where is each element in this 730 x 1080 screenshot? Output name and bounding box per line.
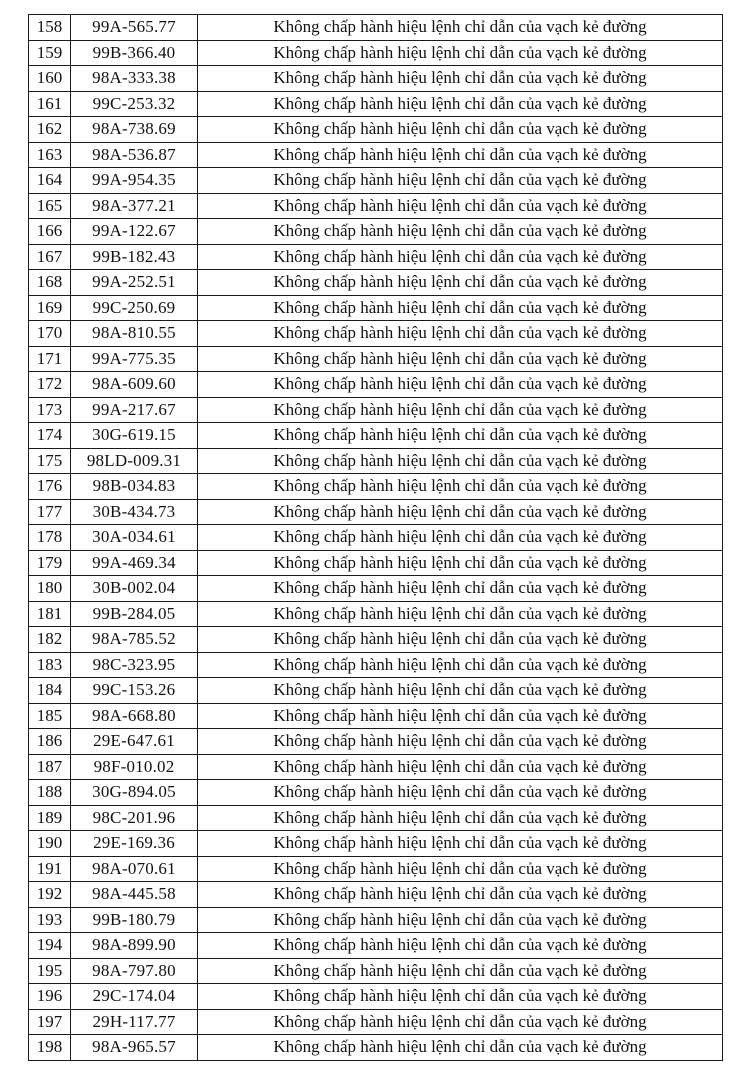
row-number-cell: 191 (29, 856, 71, 882)
row-number-cell: 194 (29, 933, 71, 959)
license-plate-cell: 98F-010.02 (71, 754, 198, 780)
violation-description-cell: Không chấp hành hiệu lệnh chỉ dẫn của vạch kẻ đường (198, 321, 723, 347)
violation-description-cell: Không chấp hành hiệu lệnh chỉ dẫn của vạch kẻ đường (198, 168, 723, 194)
row-number-cell: 169 (29, 295, 71, 321)
violation-description-cell: Không chấp hành hiệu lệnh chỉ dẫn của vạch kẻ đường (198, 423, 723, 449)
violation-description-cell: Không chấp hành hiệu lệnh chỉ dẫn của vạch kẻ đường (198, 219, 723, 245)
license-plate-cell: 98A-536.87 (71, 142, 198, 168)
row-number-cell: 173 (29, 397, 71, 423)
license-plate-cell: 29C-174.04 (71, 984, 198, 1010)
table-row (29, 499, 723, 525)
table-row (29, 91, 723, 117)
violation-description-cell: Không chấp hành hiệu lệnh chỉ dẫn của vạch kẻ đường (198, 576, 723, 602)
table-row (29, 652, 723, 678)
violation-description-cell: Không chấp hành hiệu lệnh chỉ dẫn của vạch kẻ đường (198, 780, 723, 806)
table-row (29, 831, 723, 857)
table-row (29, 1009, 723, 1035)
row-number-cell: 193 (29, 907, 71, 933)
table-row (29, 40, 723, 66)
license-plate-cell: 99A-954.35 (71, 168, 198, 194)
license-plate-cell: 98LD-009.31 (71, 448, 198, 474)
violation-description-cell: Không chấp hành hiệu lệnh chỉ dẫn của vạch kẻ đường (198, 856, 723, 882)
table-row (29, 780, 723, 806)
row-number-cell: 179 (29, 550, 71, 576)
license-plate-cell: 99B-284.05 (71, 601, 198, 627)
table-row (29, 907, 723, 933)
table-row (29, 193, 723, 219)
row-number-cell: 161 (29, 91, 71, 117)
violation-description-cell: Không chấp hành hiệu lệnh chỉ dẫn của vạch kẻ đường (198, 907, 723, 933)
table-row (29, 958, 723, 984)
license-plate-cell: 29E-647.61 (71, 729, 198, 755)
table-row (29, 270, 723, 296)
violation-description-cell: Không chấp hành hiệu lệnh chỉ dẫn của vạch kẻ đường (198, 40, 723, 66)
table-row (29, 729, 723, 755)
license-plate-cell: 30A-034.61 (71, 525, 198, 551)
violation-description-cell: Không chấp hành hiệu lệnh chỉ dẫn của vạch kẻ đường (198, 984, 723, 1010)
row-number-cell: 160 (29, 66, 71, 92)
row-number-cell: 164 (29, 168, 71, 194)
violations-table (28, 14, 723, 1061)
row-number-cell: 162 (29, 117, 71, 143)
violation-description-cell: Không chấp hành hiệu lệnh chỉ dẫn của vạch kẻ đường (198, 882, 723, 908)
row-number-cell: 187 (29, 754, 71, 780)
row-number-cell: 184 (29, 678, 71, 704)
license-plate-cell: 98A-785.52 (71, 627, 198, 653)
license-plate-cell: 99B-366.40 (71, 40, 198, 66)
license-plate-cell: 98A-070.61 (71, 856, 198, 882)
license-plate-cell: 99A-252.51 (71, 270, 198, 296)
license-plate-cell: 99C-253.32 (71, 91, 198, 117)
violation-description-cell: Không chấp hành hiệu lệnh chỉ dẫn của vạch kẻ đường (198, 270, 723, 296)
violation-description-cell: Không chấp hành hiệu lệnh chỉ dẫn của vạch kẻ đường (198, 91, 723, 117)
table-row (29, 754, 723, 780)
table-row (29, 550, 723, 576)
license-plate-cell: 99A-217.67 (71, 397, 198, 423)
table-row (29, 933, 723, 959)
row-number-cell: 165 (29, 193, 71, 219)
violation-description-cell: Không chấp hành hiệu lệnh chỉ dẫn của vạch kẻ đường (198, 729, 723, 755)
row-number-cell: 166 (29, 219, 71, 245)
license-plate-cell: 99C-250.69 (71, 295, 198, 321)
violation-description-cell: Không chấp hành hiệu lệnh chỉ dẫn của vạch kẻ đường (198, 703, 723, 729)
row-number-cell: 180 (29, 576, 71, 602)
violation-description-cell: Không chấp hành hiệu lệnh chỉ dẫn của vạch kẻ đường (198, 627, 723, 653)
table-row (29, 1035, 723, 1061)
violation-description-cell: Không chấp hành hiệu lệnh chỉ dẫn của vạch kẻ đường (198, 397, 723, 423)
violation-description-cell: Không chấp hành hiệu lệnh chỉ dẫn của vạch kẻ đường (198, 474, 723, 500)
license-plate-cell: 98A-668.80 (71, 703, 198, 729)
table-row (29, 244, 723, 270)
violation-description-cell: Không chấp hành hiệu lệnh chỉ dẫn của vạch kẻ đường (198, 525, 723, 551)
row-number-cell: 167 (29, 244, 71, 270)
table-row (29, 321, 723, 347)
license-plate-cell: 98A-965.57 (71, 1035, 198, 1061)
violation-description-cell: Không chấp hành hiệu lệnh chỉ dẫn của vạch kẻ đường (198, 15, 723, 41)
violation-description-cell: Không chấp hành hiệu lệnh chỉ dẫn của vạch kẻ đường (198, 244, 723, 270)
license-plate-cell: 98A-738.69 (71, 117, 198, 143)
violation-description-cell: Không chấp hành hiệu lệnh chỉ dẫn của vạch kẻ đường (198, 372, 723, 398)
license-plate-cell: 30B-434.73 (71, 499, 198, 525)
table-row (29, 882, 723, 908)
violation-description-cell: Không chấp hành hiệu lệnh chỉ dẫn của vạch kẻ đường (198, 448, 723, 474)
row-number-cell: 170 (29, 321, 71, 347)
violation-description-cell: Không chấp hành hiệu lệnh chỉ dẫn của vạch kẻ đường (198, 1009, 723, 1035)
row-number-cell: 158 (29, 15, 71, 41)
table-row (29, 168, 723, 194)
table-row (29, 423, 723, 449)
license-plate-cell: 98A-797.80 (71, 958, 198, 984)
violation-description-cell: Không chấp hành hiệu lệnh chỉ dẫn của vạch kẻ đường (198, 346, 723, 372)
table-row (29, 448, 723, 474)
license-plate-cell: 98A-899.90 (71, 933, 198, 959)
license-plate-cell: 99A-565.77 (71, 15, 198, 41)
license-plate-cell: 98A-609.60 (71, 372, 198, 398)
violation-description-cell: Không chấp hành hiệu lệnh chỉ dẫn của vạch kẻ đường (198, 754, 723, 780)
table-row (29, 576, 723, 602)
table-row (29, 601, 723, 627)
table-row (29, 397, 723, 423)
row-number-cell: 198 (29, 1035, 71, 1061)
license-plate-cell: 29E-169.36 (71, 831, 198, 857)
license-plate-cell: 98C-323.95 (71, 652, 198, 678)
license-plate-cell: 99C-153.26 (71, 678, 198, 704)
table-row (29, 703, 723, 729)
license-plate-cell: 98A-377.21 (71, 193, 198, 219)
row-number-cell: 176 (29, 474, 71, 500)
license-plate-cell: 30G-894.05 (71, 780, 198, 806)
row-number-cell: 195 (29, 958, 71, 984)
row-number-cell: 174 (29, 423, 71, 449)
violation-description-cell: Không chấp hành hiệu lệnh chỉ dẫn của vạch kẻ đường (198, 958, 723, 984)
license-plate-cell: 99A-775.35 (71, 346, 198, 372)
license-plate-cell: 30G-619.15 (71, 423, 198, 449)
row-number-cell: 192 (29, 882, 71, 908)
violation-description-cell: Không chấp hành hiệu lệnh chỉ dẫn của vạch kẻ đường (198, 499, 723, 525)
license-plate-cell: 29H-117.77 (71, 1009, 198, 1035)
row-number-cell: 171 (29, 346, 71, 372)
table-row (29, 219, 723, 245)
row-number-cell: 186 (29, 729, 71, 755)
violation-description-cell: Không chấp hành hiệu lệnh chỉ dẫn của vạch kẻ đường (198, 652, 723, 678)
violation-description-cell: Không chấp hành hiệu lệnh chỉ dẫn của vạch kẻ đường (198, 550, 723, 576)
row-number-cell: 172 (29, 372, 71, 398)
violation-description-cell: Không chấp hành hiệu lệnh chỉ dẫn của vạch kẻ đường (198, 678, 723, 704)
table-row (29, 15, 723, 41)
row-number-cell: 196 (29, 984, 71, 1010)
row-number-cell: 185 (29, 703, 71, 729)
table-row (29, 117, 723, 143)
row-number-cell: 175 (29, 448, 71, 474)
violation-description-cell: Không chấp hành hiệu lệnh chỉ dẫn của vạch kẻ đường (198, 66, 723, 92)
row-number-cell: 178 (29, 525, 71, 551)
row-number-cell: 189 (29, 805, 71, 831)
license-plate-cell: 98A-333.38 (71, 66, 198, 92)
table-row (29, 474, 723, 500)
row-number-cell: 188 (29, 780, 71, 806)
license-plate-cell: 99A-122.67 (71, 219, 198, 245)
row-number-cell: 177 (29, 499, 71, 525)
violation-description-cell: Không chấp hành hiệu lệnh chỉ dẫn của vạch kẻ đường (198, 805, 723, 831)
violation-description-cell: Không chấp hành hiệu lệnh chỉ dẫn của vạch kẻ đường (198, 117, 723, 143)
row-number-cell: 197 (29, 1009, 71, 1035)
table-row (29, 66, 723, 92)
violation-description-cell: Không chấp hành hiệu lệnh chỉ dẫn của vạch kẻ đường (198, 831, 723, 857)
table-row (29, 984, 723, 1010)
violation-description-cell: Không chấp hành hiệu lệnh chỉ dẫn của vạch kẻ đường (198, 933, 723, 959)
table-row (29, 525, 723, 551)
violation-description-cell: Không chấp hành hiệu lệnh chỉ dẫn của vạch kẻ đường (198, 295, 723, 321)
violation-description-cell: Không chấp hành hiệu lệnh chỉ dẫn của vạch kẻ đường (198, 601, 723, 627)
table-row (29, 295, 723, 321)
license-plate-cell: 99B-182.43 (71, 244, 198, 270)
license-plate-cell: 30B-002.04 (71, 576, 198, 602)
table-row (29, 346, 723, 372)
violation-description-cell: Không chấp hành hiệu lệnh chỉ dẫn của vạch kẻ đường (198, 1035, 723, 1061)
table-row (29, 678, 723, 704)
table-row (29, 805, 723, 831)
table-row (29, 142, 723, 168)
row-number-cell: 163 (29, 142, 71, 168)
row-number-cell: 168 (29, 270, 71, 296)
table-row (29, 627, 723, 653)
license-plate-cell: 98A-810.55 (71, 321, 198, 347)
license-plate-cell: 98A-445.58 (71, 882, 198, 908)
table-row (29, 372, 723, 398)
license-plate-cell: 99B-180.79 (71, 907, 198, 933)
row-number-cell: 181 (29, 601, 71, 627)
violation-description-cell: Không chấp hành hiệu lệnh chỉ dẫn của vạch kẻ đường (198, 193, 723, 219)
row-number-cell: 183 (29, 652, 71, 678)
row-number-cell: 159 (29, 40, 71, 66)
license-plate-cell: 98C-201.96 (71, 805, 198, 831)
row-number-cell: 182 (29, 627, 71, 653)
violations-table-body (29, 15, 723, 1061)
violation-description-cell: Không chấp hành hiệu lệnh chỉ dẫn của vạch kẻ đường (198, 142, 723, 168)
table-row (29, 856, 723, 882)
license-plate-cell: 98B-034.83 (71, 474, 198, 500)
row-number-cell: 190 (29, 831, 71, 857)
license-plate-cell: 99A-469.34 (71, 550, 198, 576)
